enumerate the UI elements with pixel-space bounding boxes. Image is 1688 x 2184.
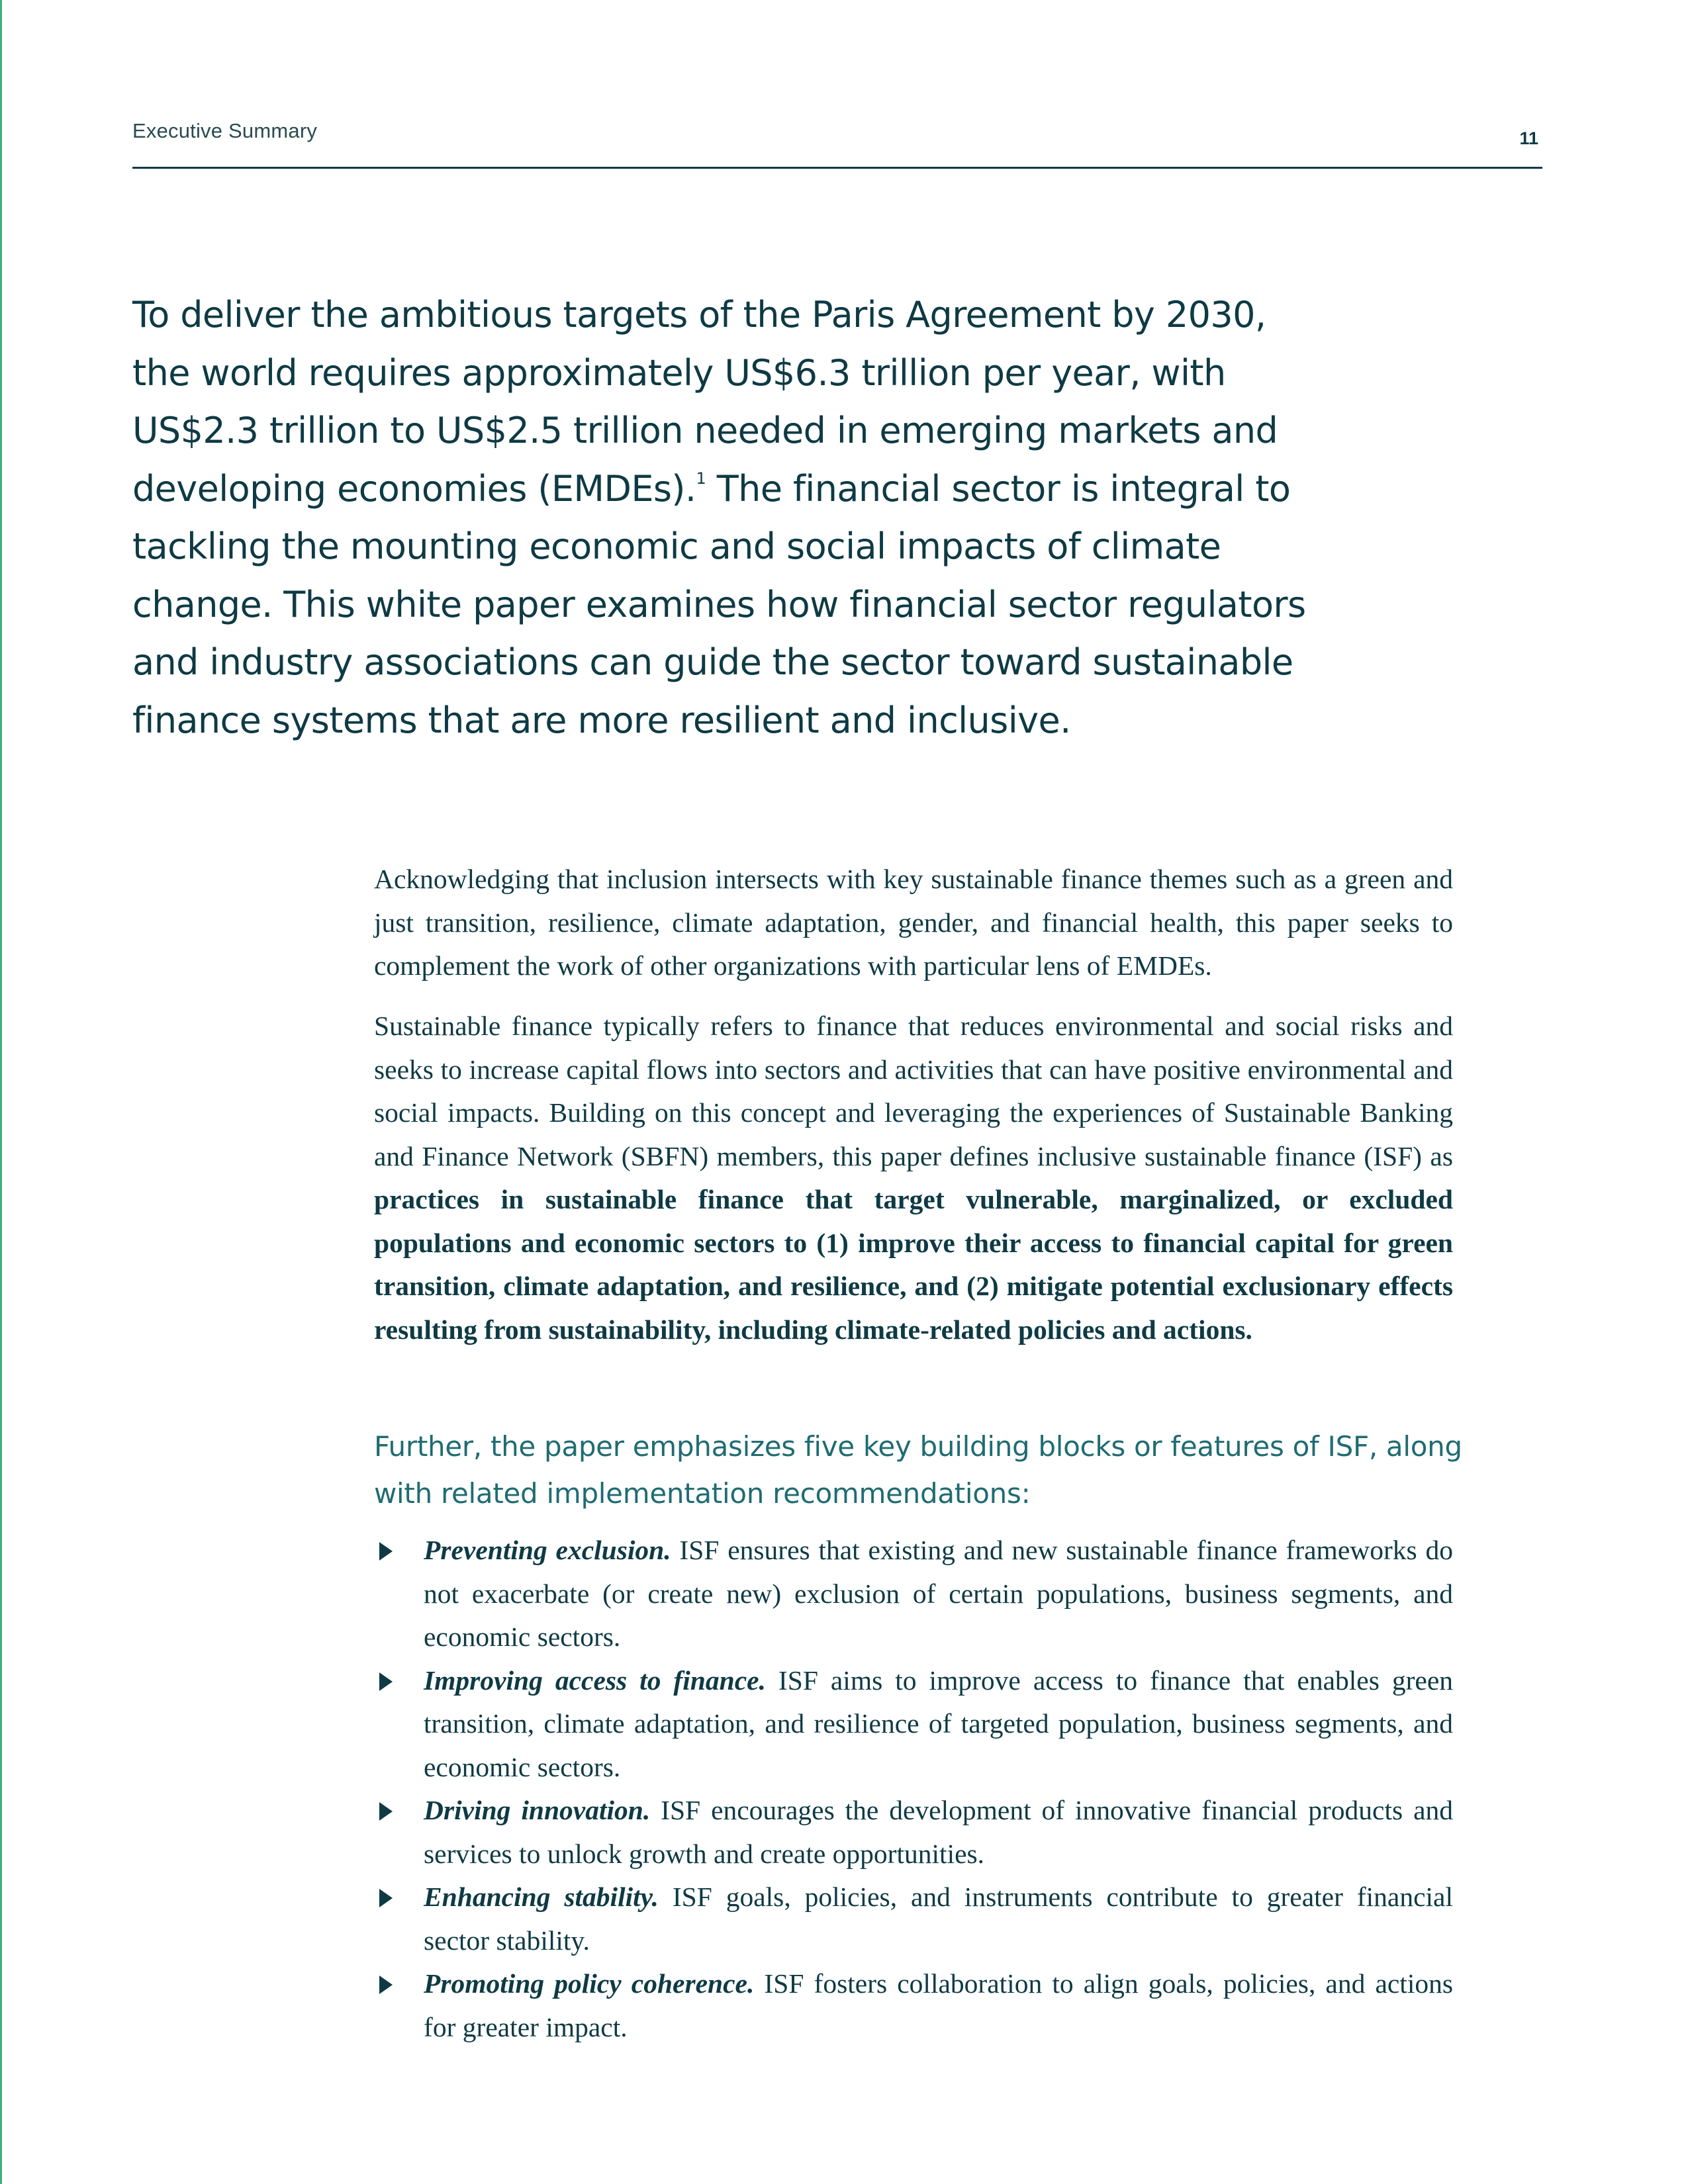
paragraph-text: Acknowledging that inclusion intersects with key sustainable finance themes such as a green and just transition, resilience, climate adaptation, gender, and financial health, this paper seeks to complement the work of other organizations with particular lens of EMDEs. — [374, 864, 1453, 981]
bullet-term: Preventing exclusion. — [424, 1535, 671, 1565]
isf-definition-bold: practices in sustainable finance that target vulnerable, marginalized, or excluded populations and economic sectors to (1) improve their access to financial capital for green transition, climate adaptation, and resilience, and (2) mitigate potential exclusionary effects resulting from sustainability, including climate-related policies and actions. — [374, 1184, 1453, 1345]
triangle-bullet-icon — [379, 1542, 393, 1561]
list-item — [374, 1876, 1453, 1962]
lead-paragraph — [132, 286, 1324, 749]
triangle-bullet-icon — [379, 1976, 393, 1994]
list-item — [374, 1659, 1453, 1790]
footnote-marker[interactable]: 1 — [696, 469, 706, 488]
body-paragraph-isf-definition — [374, 1005, 1453, 1351]
bullet-term: Enhancing stability. — [424, 1882, 659, 1912]
bullet-text: ISF aims to improve access to finance that enables green transition, climate adaptation, and resilience of targeted population, business segments, and economic sectors. — [424, 1664, 1453, 1782]
body-paragraph-inclusion — [374, 858, 1453, 988]
building-blocks-subheading: Further, the paper emphasizes five key building blocks or features of ISF, along with related implementation recommendations: — [374, 1430, 1462, 1510]
bullet-term: Improving access to finance. — [424, 1664, 766, 1696]
list-item — [374, 1529, 1453, 1659]
triangle-bullet-icon — [379, 1889, 393, 1907]
list-item — [374, 1789, 1453, 1876]
page-number: 11 — [1519, 128, 1538, 148]
building-blocks-list — [374, 1529, 1453, 2049]
bullet-text: ISF goals, policies, and instruments contribute to greater financial sector stability. — [424, 1882, 1453, 1956]
bullet-text: ISF fosters collaboration to align goals, policies, and actions for greater impact. — [424, 1968, 1454, 2042]
triangle-bullet-icon — [379, 1672, 393, 1691]
bullet-term: Promoting policy coherence. — [424, 1968, 755, 1999]
section-title: Executive Summary — [132, 119, 318, 142]
page-edge-accent-line — [0, 0, 2, 2184]
lead-text-continued: The financial sector is integral to tackling the mounting economic and social impacts of climate change. This white paper examines how financial sector regulators and industry associations can guide the sector toward sustainable finance systems that are more resilient and inclusive. — [132, 467, 1306, 741]
bullet-text: ISF encourages the development of innovative financial products and services to unlock growth and create opportunities. — [424, 1795, 1453, 1869]
triangle-bullet-icon — [379, 1802, 393, 1821]
bullet-text: ISF ensures that existing and new sustainable finance frameworks do not exacerbate (or create new) exclusion of certain populations, business segments, and economic sectors. — [424, 1535, 1453, 1652]
bullet-term: Driving innovation. — [424, 1795, 651, 1825]
paragraph-text — [374, 1005, 1453, 1351]
paragraph-regular-text: Sustainable finance typically refers to finance that reduces environmental and social risks and seeks to increase capital flows into sectors and activities that can have positive environmental and social impacts. Building on this concept and leveraging the experiences of Sustainable Banking and Finance Network (SBFN) members, this paper defines inclusive sustainable finance (ISF) as — [374, 1011, 1453, 1171]
page-header — [132, 119, 1542, 169]
lead-text: To deliver the ambitious targets of the Paris Agreement by 2030, the world requires approximately US$6.3 trillion per year, with US$2.3 trillion to US$2.5 trillion needed in emerging markets and developing economies (EMDEs). — [132, 294, 1278, 510]
list-item — [374, 1962, 1453, 2049]
